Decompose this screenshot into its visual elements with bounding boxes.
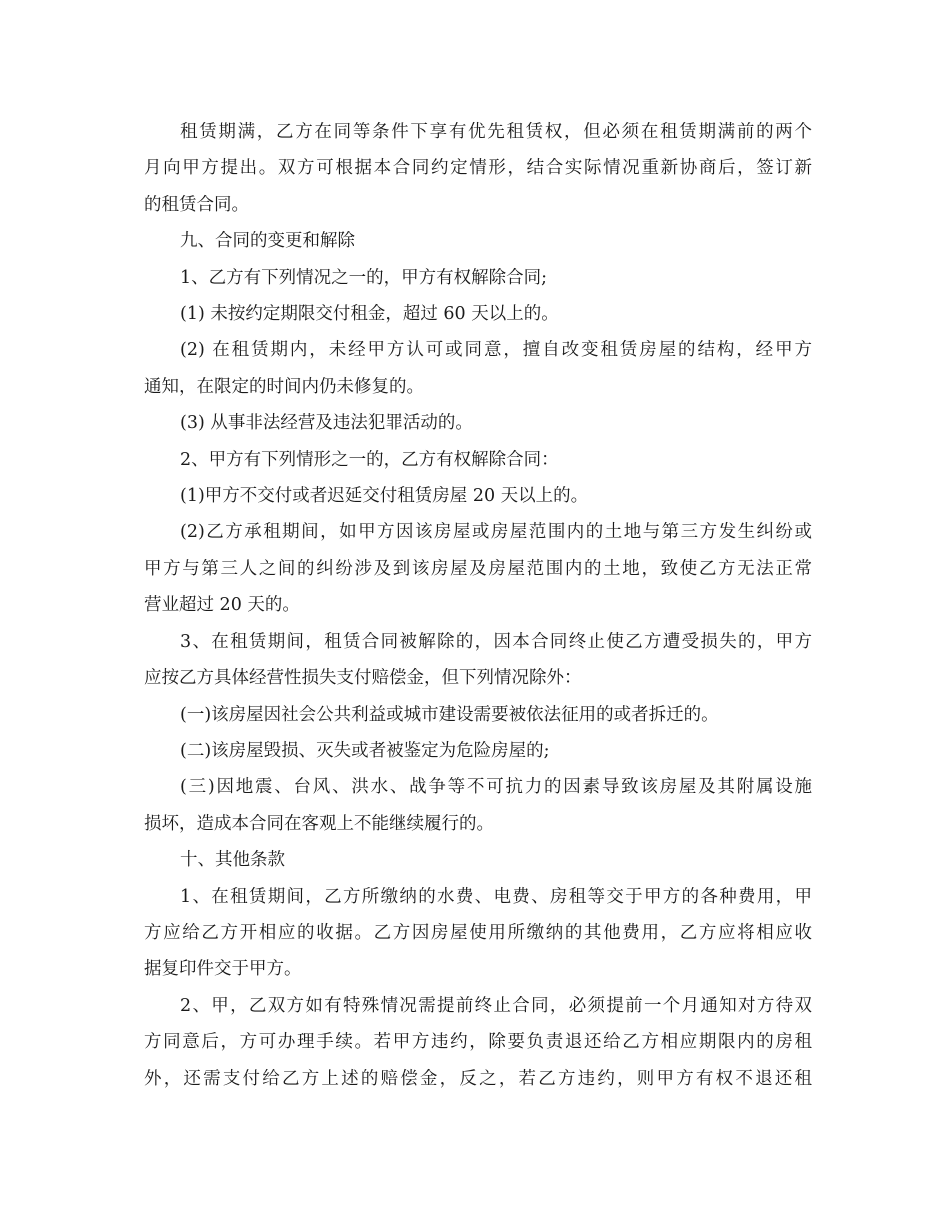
paragraph-line: 方同意后，方可办理手续。若甲方违约，除要负责退还给乙方相应期限内的房租 <box>144 1032 812 1053</box>
paragraph-line: (三)因地震、台风、洪水、战争等不可抗力的因素导致该房屋及其附属设施 <box>180 777 812 798</box>
paragraph-line: 据复印件交于甲方。 <box>144 959 302 980</box>
paragraph-p6 <box>144 405 812 441</box>
paragraph-line: 十、其他条款 <box>180 850 285 871</box>
paragraph-line: 1、在租赁期间，乙方所缴纳的水费、电费、房租等交于甲方的各种费用，甲 <box>180 886 812 907</box>
paragraph-line: 通知，在限定的时间内仍未修复的。 <box>144 376 424 397</box>
paragraph-p10 <box>144 624 812 697</box>
paragraph-line: (2)乙方承租期间，如甲方因该房屋或房屋范围内的土地与第三方发生纠纷或 <box>180 522 812 543</box>
paragraph-line: 的租赁合同。 <box>144 194 249 215</box>
paragraph-p8 <box>144 478 812 514</box>
paragraph-p7 <box>144 442 812 478</box>
paragraph-line: 2、甲，乙双方如有特殊情况需提前终止合同，必须提前一个月通知对方待双 <box>180 995 812 1016</box>
paragraph-line: 损坏，造成本合同在客观上不能继续履行的。 <box>144 813 494 834</box>
paragraph-line: 月向甲方提出。双方可根据本合同约定情形，结合实际情况重新协商后，签订新 <box>144 158 812 179</box>
paragraph-line: 九、合同的变更和解除 <box>180 231 355 252</box>
paragraph-p9 <box>144 514 812 623</box>
paragraph-line: 3、在租赁期间，租赁合同被解除的，因本合同终止使乙方遭受损失的，甲方 <box>180 631 812 652</box>
paragraph-line: 1、乙方有下列情况之一的，甲方有权解除合同; <box>180 267 548 288</box>
paragraph-line: (一)该房屋因社会公共利益或城市建设需要被依法征用的或者拆迁的。 <box>180 704 719 725</box>
paragraph-p1 <box>144 114 812 223</box>
paragraph-p13 <box>144 769 812 842</box>
paragraph-line: (2) 在租赁期内，未经甲方认可或同意，擅自改变租赁房屋的结构，经甲方 <box>180 340 812 361</box>
paragraph-p15 <box>144 879 812 988</box>
paragraph-line: 2、甲方有下列情形之一的，乙方有权解除合同： <box>180 449 559 470</box>
paragraph-p11 <box>144 697 812 733</box>
paragraph-line: 租赁期满，乙方在同等条件下享有优先租赁权，但必须在租赁期满前的两个 <box>180 122 812 142</box>
paragraph-p5 <box>144 332 812 405</box>
paragraph-line: (1) 未按约定期限交付租金，超过 60 天以上的。 <box>180 304 559 325</box>
paragraph-p12 <box>144 733 812 769</box>
paragraph-p14 <box>144 842 812 878</box>
paragraph-p4 <box>144 296 812 332</box>
paragraph-p16 <box>144 988 812 1097</box>
paragraph-line: (1)甲方不交付或者迟延交付租赁房屋 20 天以上的。 <box>180 486 589 507</box>
paragraph-line: (二)该房屋毁损、灭失或者被鉴定为危险房屋的; <box>180 740 550 761</box>
paragraph-p2 <box>144 223 812 259</box>
paragraph-line: 方应给乙方开相应的收据。乙方因房屋使用所缴纳的其他费用，乙方应将相应收 <box>144 922 812 943</box>
paragraph-line: 甲方与第三人之间的纠纷涉及到该房屋及房屋范围内的土地，致使乙方无法正常 <box>144 558 812 579</box>
paragraph-line: 应按乙方具体经营性损失支付赔偿金，但下列情况除外： <box>144 668 582 689</box>
paragraph-line: 营业超过 20 天的。 <box>144 595 300 616</box>
paragraph-p3 <box>144 260 812 296</box>
paragraph-line: (3) 从事非法经营及违法犯罪活动的。 <box>180 413 473 434</box>
paragraph-line: 外，还需支付给乙方上述的赔偿金，反之，若乙方违约，则甲方有权不退还租 <box>144 1068 812 1089</box>
document-body <box>144 114 812 1097</box>
